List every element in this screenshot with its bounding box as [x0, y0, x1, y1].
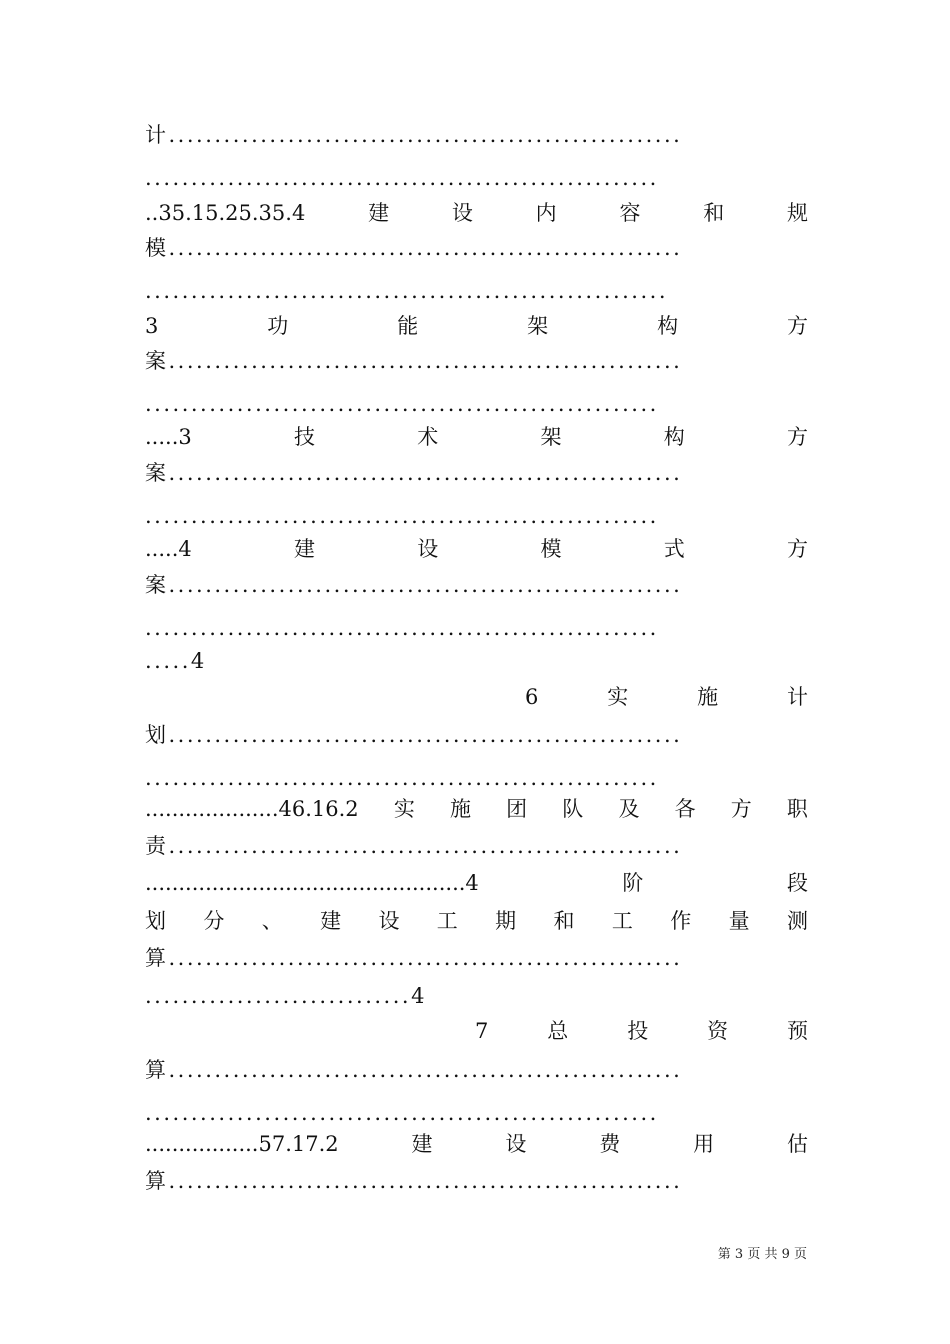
toc-word: 架 [527, 314, 549, 338]
toc-word: 工 [611, 909, 633, 933]
toc-word: 构 [663, 425, 685, 449]
toc-word: 方 [786, 314, 808, 338]
toc-word: 内 [535, 201, 557, 225]
toc-entry-impl-plan [525, 682, 808, 712]
toc-word: 术 [417, 425, 439, 449]
toc-word: 估 [786, 1132, 808, 1156]
toc-word: 设 [451, 201, 473, 225]
toc-word: 设 [378, 909, 400, 933]
toc-word: 量 [728, 909, 750, 933]
toc-line: 算........................................................ [145, 1169, 683, 1193]
toc-word: 和 [703, 201, 725, 225]
toc-word: 资 [707, 1019, 729, 1043]
toc-word: 、 [261, 909, 283, 933]
toc-word: 用 [693, 1132, 715, 1156]
toc-leader: .................57.17.2 [145, 1132, 339, 1156]
toc-word: 阶 [622, 871, 644, 895]
toc-word: 计 [787, 685, 808, 709]
toc-word: 建 [320, 909, 342, 933]
toc-word: 6 [525, 685, 539, 709]
toc-word: 费 [599, 1132, 621, 1156]
toc-word: 分 [203, 909, 225, 933]
toc-word: 方 [787, 425, 808, 449]
toc-entry-tech-arch [145, 422, 808, 452]
toc-word: 设 [417, 537, 439, 561]
toc-word: 架 [540, 425, 562, 449]
toc-line: 案........................................................ [145, 349, 683, 373]
toc-line: .............................4 [145, 984, 427, 1008]
toc-word: 建 [368, 201, 390, 225]
toc-line: ........................................................ [145, 392, 659, 416]
toc-word: 7 [475, 1019, 489, 1043]
toc-word: 测 [786, 909, 808, 933]
toc-entry-build-mode [145, 534, 808, 564]
toc-line: 算........................................................ [145, 1058, 683, 1082]
toc-leader: ....................46.16.2 [145, 797, 359, 821]
toc-entry-phase-cont [145, 906, 808, 936]
toc-line: .....4 [145, 649, 207, 673]
toc-word: 建 [411, 1132, 433, 1156]
toc-word: 容 [619, 201, 641, 225]
toc-word: 和 [553, 909, 575, 933]
toc-word: 施 [449, 797, 471, 821]
toc-word: 建 [294, 537, 315, 561]
toc-entry-impl-team [145, 794, 808, 824]
toc-entry-total-budget [475, 1016, 808, 1046]
toc-word: 各 [674, 797, 696, 821]
toc-word: 规 [787, 201, 808, 225]
toc-word: 施 [697, 685, 719, 709]
toc-entry-function-arch [145, 311, 808, 341]
toc-word: 技 [294, 425, 315, 449]
toc-line: 责........................................................ [145, 834, 683, 858]
toc-line: ........................................................ [145, 1101, 659, 1125]
toc-line: ........................................................ [145, 766, 659, 790]
toc-word: 设 [505, 1132, 527, 1156]
toc-word: 团 [506, 797, 528, 821]
toc-line: 案........................................................ [145, 573, 683, 597]
toc-word: 工 [436, 909, 458, 933]
toc-line: 算........................................................ [145, 946, 683, 970]
toc-leader: .....3 [145, 425, 192, 449]
toc-word: 模 [540, 537, 562, 561]
toc-line: ........................................................ [145, 616, 659, 640]
toc-word: 方 [787, 537, 808, 561]
toc-line: 计........................................................ [145, 123, 683, 147]
toc-line: ......................................................... [145, 279, 668, 303]
toc-leader: .....4 [145, 537, 192, 561]
toc-line: 划........................................................ [145, 723, 683, 747]
toc-leader: ................................................4 [145, 871, 479, 895]
toc-line: 模........................................................ [145, 236, 683, 260]
toc-word: 及 [618, 797, 640, 821]
toc-word: 构 [657, 314, 679, 338]
toc-line: 案........................................................ [145, 461, 683, 485]
toc-word: 功 [267, 314, 289, 338]
toc-word: 方 [730, 797, 752, 821]
toc-word: 能 [397, 314, 419, 338]
toc-word: 式 [663, 537, 685, 561]
toc-entry-cost-estimate [145, 1129, 808, 1159]
toc-entry-build-scope [145, 198, 808, 228]
toc-word: 投 [627, 1019, 649, 1043]
toc-word: 作 [670, 909, 692, 933]
toc-word: 段 [787, 871, 808, 895]
toc-leader: ..35.15.25.35.4 [145, 201, 306, 225]
page-number-footer: 第 3 页 共 9 页 [717, 1247, 807, 1262]
toc-entry-phase [145, 868, 808, 898]
toc-line: ........................................................ [145, 166, 659, 190]
toc-word: 期 [495, 909, 517, 933]
toc-word: 划 [145, 909, 166, 933]
toc-word: 预 [787, 1019, 808, 1043]
toc-word: 队 [562, 797, 584, 821]
toc-word: 3 [145, 314, 159, 338]
toc-word: 实 [393, 797, 415, 821]
toc-line: ........................................................ [145, 504, 659, 528]
toc-word: 职 [786, 797, 808, 821]
toc-word: 总 [547, 1019, 569, 1043]
toc-word: 实 [607, 685, 629, 709]
